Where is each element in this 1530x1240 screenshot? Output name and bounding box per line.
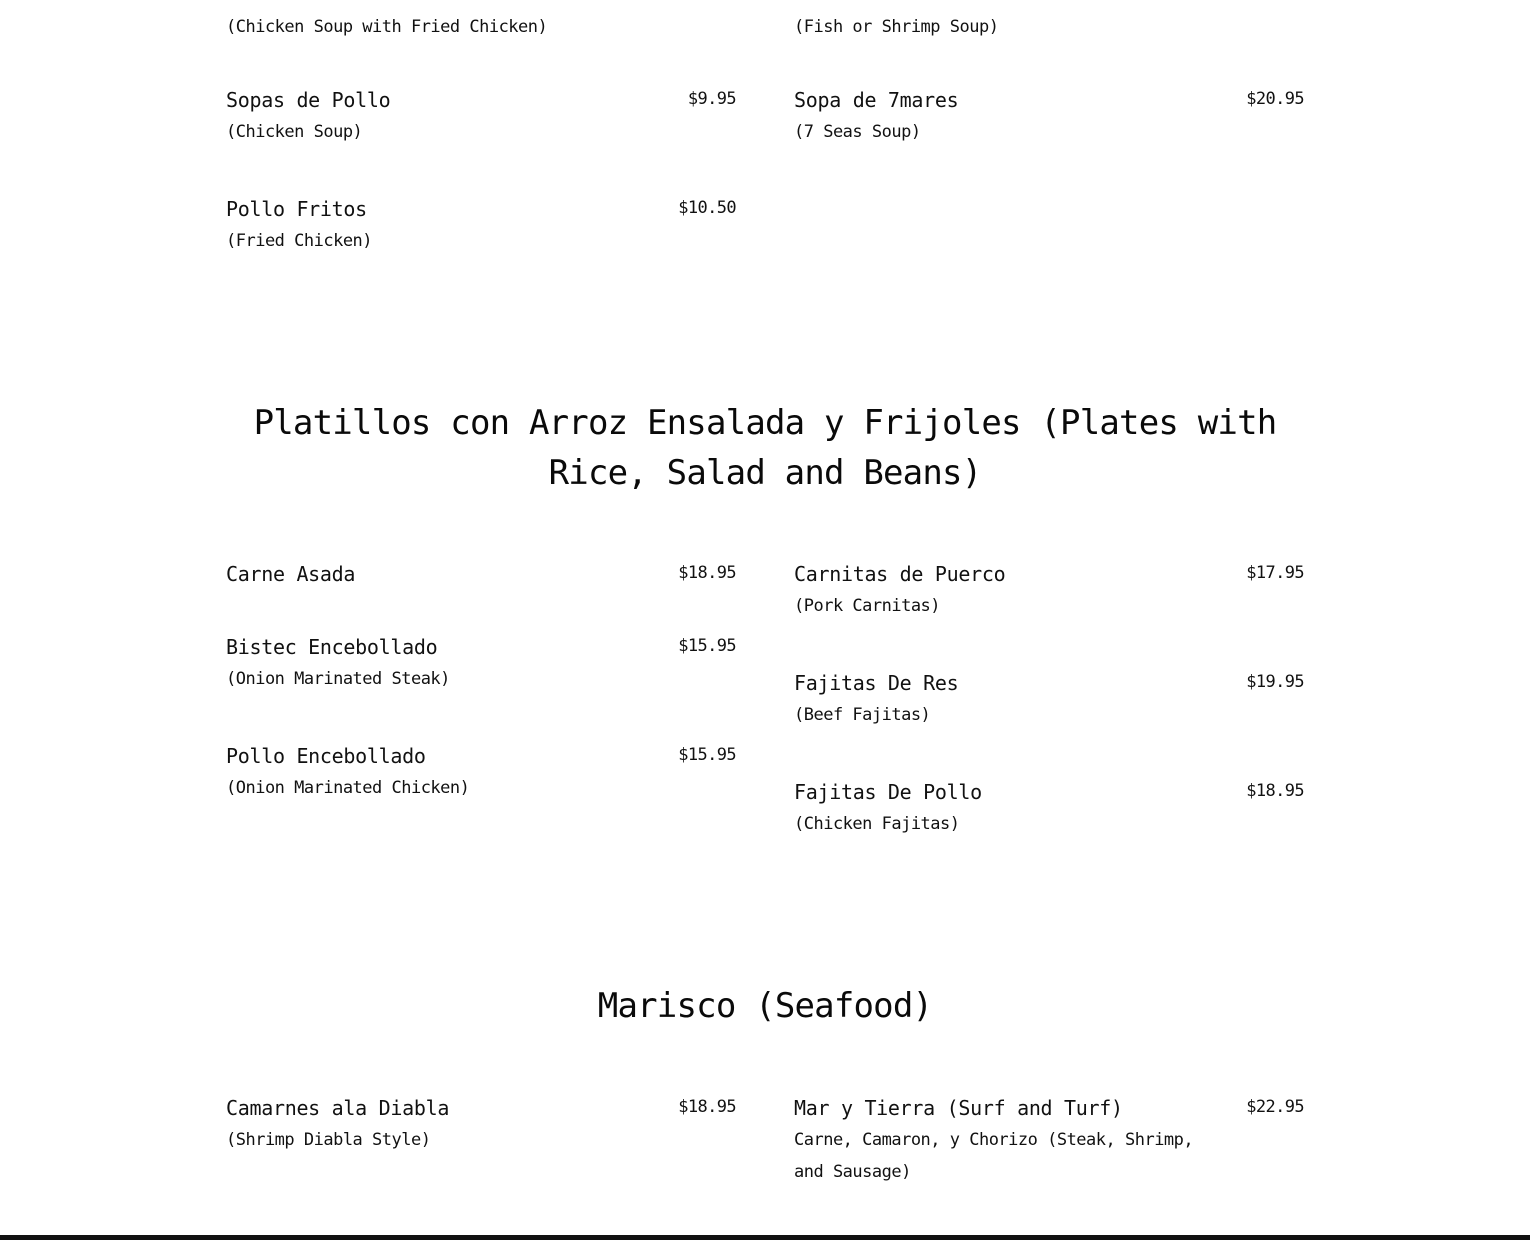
menu-item-description: (Beef Fajitas) [794,705,931,725]
menu-item-name: Bistec Encebollado [226,635,438,659]
menu-item-price: $18.95 [678,563,736,583]
menu-item-description: (Chicken Soup) [226,122,363,142]
menu-item-name: Fajitas De Pollo [794,780,982,804]
menu-item-price: $9.95 [687,89,736,109]
section-heading-plates: Platillos con Arroz Ensalada y Frijoles (Plates with Rice, Salad and Beans) [253,403,1277,493]
menu-item-price: $18.95 [678,1097,736,1117]
menu-item-description: (Chicken Soup with Fried Chicken) [226,17,548,37]
menu-item-description: (Onion Marinated Chicken) [226,778,470,798]
menu-item-name: Carne Asada [226,562,356,586]
menu-item-price: $15.95 [678,636,736,656]
section-heading-seafood: Marisco (Seafood) [597,986,933,1026]
menu-item-description: (Fried Chicken) [226,231,373,251]
menu-item-description: (Onion Marinated Steak) [226,669,450,689]
menu-item-price: $10.50 [678,198,736,218]
menu-item-name: Sopas de Pollo [226,88,391,112]
menu-item-description: (Pork Carnitas) [794,596,941,616]
menu-item-name: Camarnes ala Diabla [226,1096,450,1120]
menu-item-price: $20.95 [1246,89,1304,109]
menu-item-name: Sopa de 7mares [794,88,959,112]
menu-item-description: (Fish or Shrimp Soup) [794,17,999,37]
menu-item-name: Pollo Fritos [226,197,367,221]
menu-item-name: Pollo Encebollado [226,744,426,768]
menu-item-price: $18.95 [1246,781,1304,801]
menu-item-price: $19.95 [1246,672,1304,692]
menu-item-price: $15.95 [678,745,736,765]
menu-item-description: (Chicken Fajitas) [794,814,960,834]
menu-item-name: Fajitas De Res [794,671,959,695]
menu-item-description: Carne, Camaron, y Chorizo (Steak, Shrimp, and Sausage) [794,1130,1194,1182]
menu-item-price: $22.95 [1246,1097,1304,1117]
menu-item-name: Mar y Tierra (Surf and Turf) [794,1096,1123,1120]
menu-item-price: $17.95 [1246,563,1304,583]
menu-item-description: (Shrimp Diabla Style) [226,1130,431,1150]
menu-item-description: (7 Seas Soup) [794,122,921,142]
menu-item-name: Carnitas de Puerco [794,562,1006,586]
footer-divider [0,1235,1530,1240]
